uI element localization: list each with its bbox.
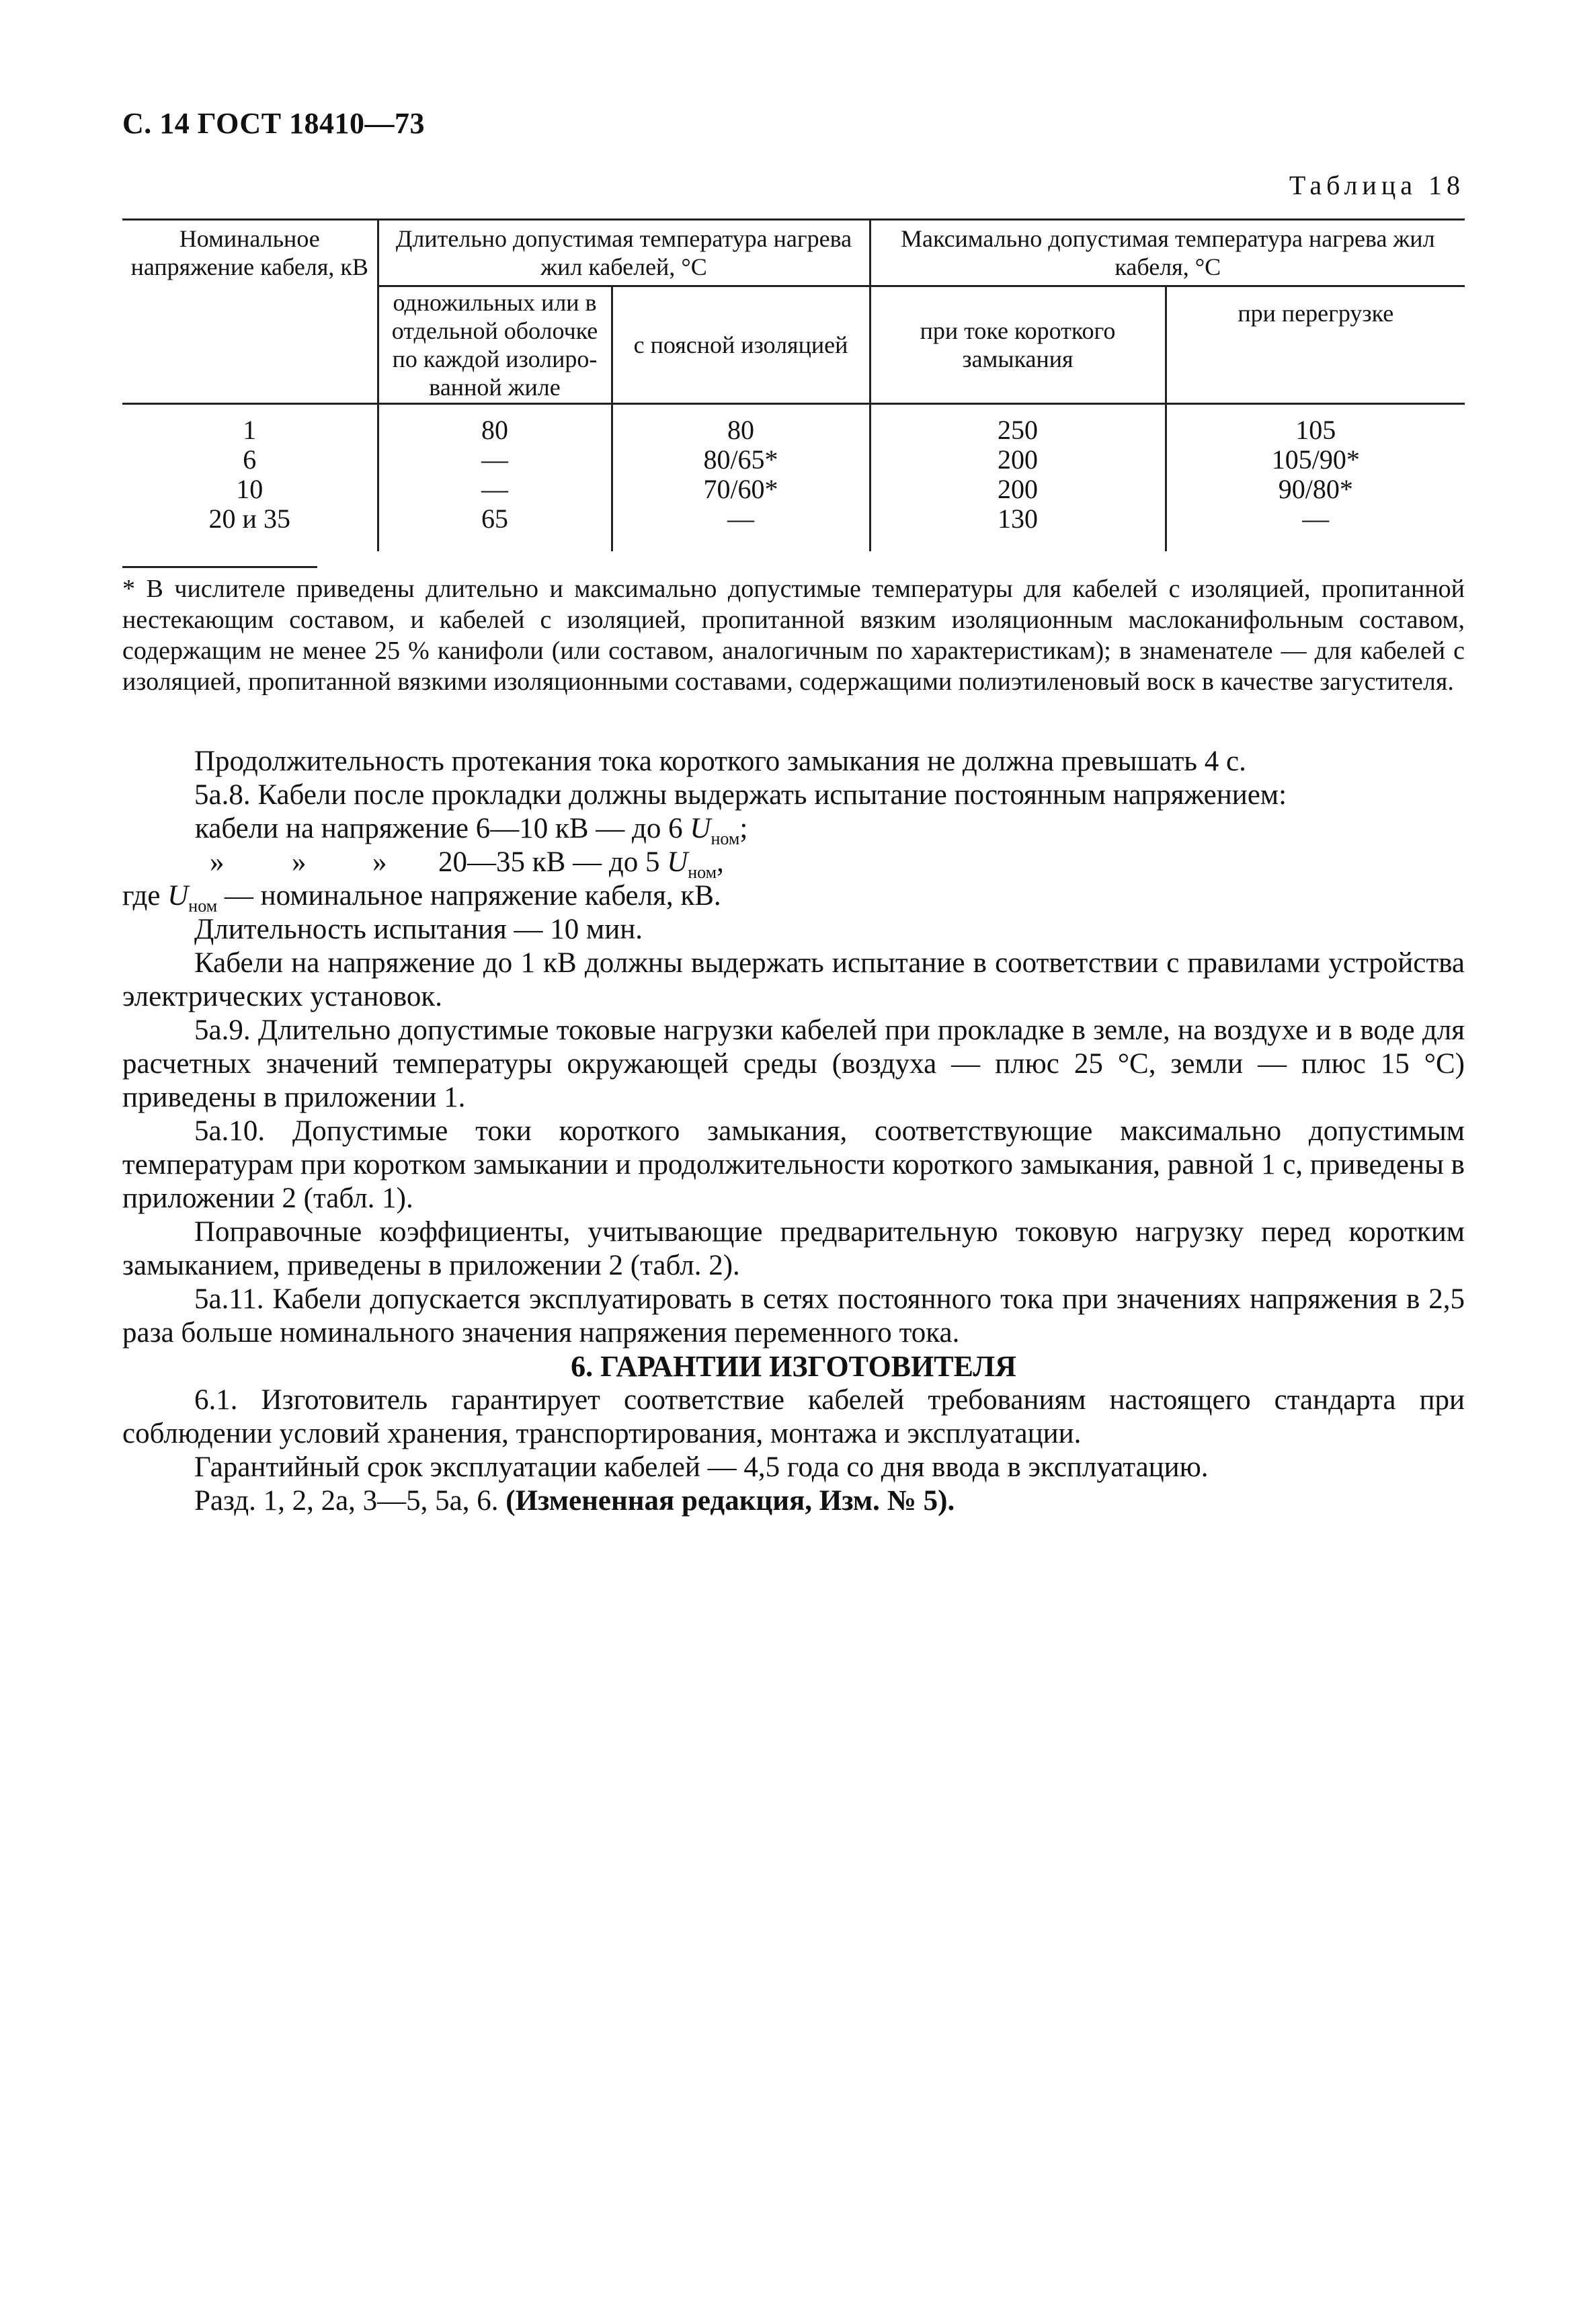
paragraph-duration: Продолжительность протекания тока короткого замыкания не должна превышать 4 с. <box>194 746 1246 777</box>
cell-belt: 70/60* <box>612 475 870 504</box>
table-row <box>122 504 1465 551</box>
cell-voltage: 1 <box>122 404 378 446</box>
cell-single: — <box>378 445 612 475</box>
semicolon: ; <box>739 813 748 844</box>
paragraph-5a11: 5а.11. Кабели допускается эксплуатировать в сетях постоянного тока при значениях напряжения в 2,5 раза больше номинального значения напряжения переменного тока. <box>122 1283 1465 1349</box>
u-symbol: U <box>167 880 189 912</box>
footnote-rule <box>122 566 317 568</box>
cell-short: 130 <box>870 504 1166 551</box>
comma: , <box>717 846 724 878</box>
nom-subscript: ном <box>188 896 218 916</box>
paragraph-6-1: 6.1. Изготовитель гарантирует соответствие кабелей требованиям настоящего стандарта при соблюдении условий хранения, транспортирования, монтажа и эксплуатации. <box>122 1384 1465 1449</box>
cell-voltage: 20 и 35 <box>122 504 378 551</box>
temperature-table <box>122 218 1465 551</box>
cell-overload: 105/90* <box>1166 445 1465 475</box>
where-definition: — номинальное напряжение кабеля, кВ. <box>217 880 721 912</box>
header-max-temp: Максимально допустимая температура нагрева жил кабеля, °С <box>870 220 1465 286</box>
cell-overload: 105 <box>1166 404 1465 446</box>
header-single-core: одножильных или в отдельной оболочке по каждой изолиро- ванной жиле <box>378 286 612 404</box>
header-belt-insulation: с поясной изоляцией <box>612 286 870 404</box>
where-text: где <box>122 880 168 912</box>
paragraph-coefficients: Поправочные коэффициенты, учитывающие предварительную токовую нагрузку перед коротким замыканием, приведены в приложении 2 (табл. 2). <box>122 1216 1465 1281</box>
header-voltage: Номинальное напряжение кабеля, кВ <box>122 220 378 404</box>
section-title: 6. ГАРАНТИИ ИЗГОТОВИТЕЛЯ <box>571 1350 1016 1383</box>
cell-belt: 80/65* <box>612 445 870 475</box>
cell-overload: — <box>1166 504 1465 551</box>
test-text-20-35: 20—35 кВ — до 5 <box>438 846 667 878</box>
table-row <box>122 404 1465 446</box>
header-long-term-temp: Длительно допустимая температура нагрева жил кабелей, °С <box>378 220 870 286</box>
header-short-circuit: при токе короткого замыкания <box>870 286 1166 404</box>
page-header: С. 14 ГОСТ 18410—73 <box>122 107 426 140</box>
u-symbol: U <box>690 813 711 844</box>
revision-sections: Разд. 1, 2, 2а, 3—5, 5а, 6. <box>194 1485 506 1517</box>
paragraph-5a9: 5а.9. Длительно допустимые токовые нагрузки кабелей при прокладке в земле, на воздухе и в воде для расчетных значений температуры окружающей среды (воздуха — плюс 25 °С, земли — плюс 15 °С) приведены в приложении 1. <box>122 1014 1465 1113</box>
cell-single: 80 <box>378 404 612 446</box>
ditto-mark: » <box>210 846 225 878</box>
ditto-mark: » <box>372 846 387 878</box>
cell-overload: 90/80* <box>1166 475 1465 504</box>
table-footnote: * В числителе приведены длительно и максимально допустимые температуры для кабелей с изоляцией, пропитанной нестекающим составом, и кабелей с изоляцией, пропитанной вязким изоляционным маслоканифольным составом, содержащим не менее 25 % канифоли (или составом, аналогичным по характеристикам); в знаменателе — для кабелей с изоляцией, пропитанной вязкими изоляционными составами, содержащими полиэтиленовый воск в качестве загустителя. <box>122 575 1465 696</box>
paragraph-where <box>122 879 1465 916</box>
cell-single: 65 <box>378 504 612 551</box>
table-row <box>122 445 1465 475</box>
nom-subscript: ном <box>711 829 740 848</box>
paragraph-5a10: 5а.10. Допустимые токи короткого замыкания, соответствующие максимально допустимым температурам при коротком замыкании и продолжительности короткого замыкания, равной 1 с, приведены в приложении 2 (табл. 1). <box>122 1115 1465 1214</box>
body-text <box>122 745 1465 1518</box>
header-overload: при перегрузке <box>1166 286 1465 404</box>
cell-short: 200 <box>870 475 1166 504</box>
paragraph-5a8: 5а.8. Кабели после прокладки должны выдержать испытание постоянным напряжением: <box>194 779 1287 811</box>
u-symbol: U <box>667 846 688 878</box>
test-text-6-10: кабели на напряжение 6—10 кВ — до 6 <box>195 813 690 844</box>
cell-short: 250 <box>870 404 1166 446</box>
cell-belt: 80 <box>612 404 870 446</box>
paragraph-test-20-35 <box>122 846 1465 882</box>
paragraph-test-duration: Длительность испытания — 10 мин. <box>194 914 643 945</box>
table-row <box>122 475 1465 504</box>
revision-note: (Измененная редакция, Изм. № 5). <box>505 1485 955 1517</box>
paragraph-warranty: Гарантийный срок эксплуатации кабелей — 4,5 года со дня ввода в эксплуатацию. <box>194 1451 1209 1483</box>
table-caption: Таблица 18 <box>1289 170 1465 200</box>
cell-single: — <box>378 475 612 504</box>
cell-belt: — <box>612 504 870 551</box>
paragraph-test-6-10 <box>122 812 1465 846</box>
paragraph-revision <box>122 1484 1465 1518</box>
cell-short: 200 <box>870 445 1166 475</box>
cell-voltage: 6 <box>122 445 378 475</box>
nom-subscript: ном <box>688 863 717 882</box>
cell-voltage: 10 <box>122 475 378 504</box>
paragraph-1kv: Кабели на напряжение до 1 кВ должны выдержать испытание в соответствии с правилами устройства электрических установок. <box>122 947 1465 1012</box>
ditto-mark: » <box>292 846 307 878</box>
